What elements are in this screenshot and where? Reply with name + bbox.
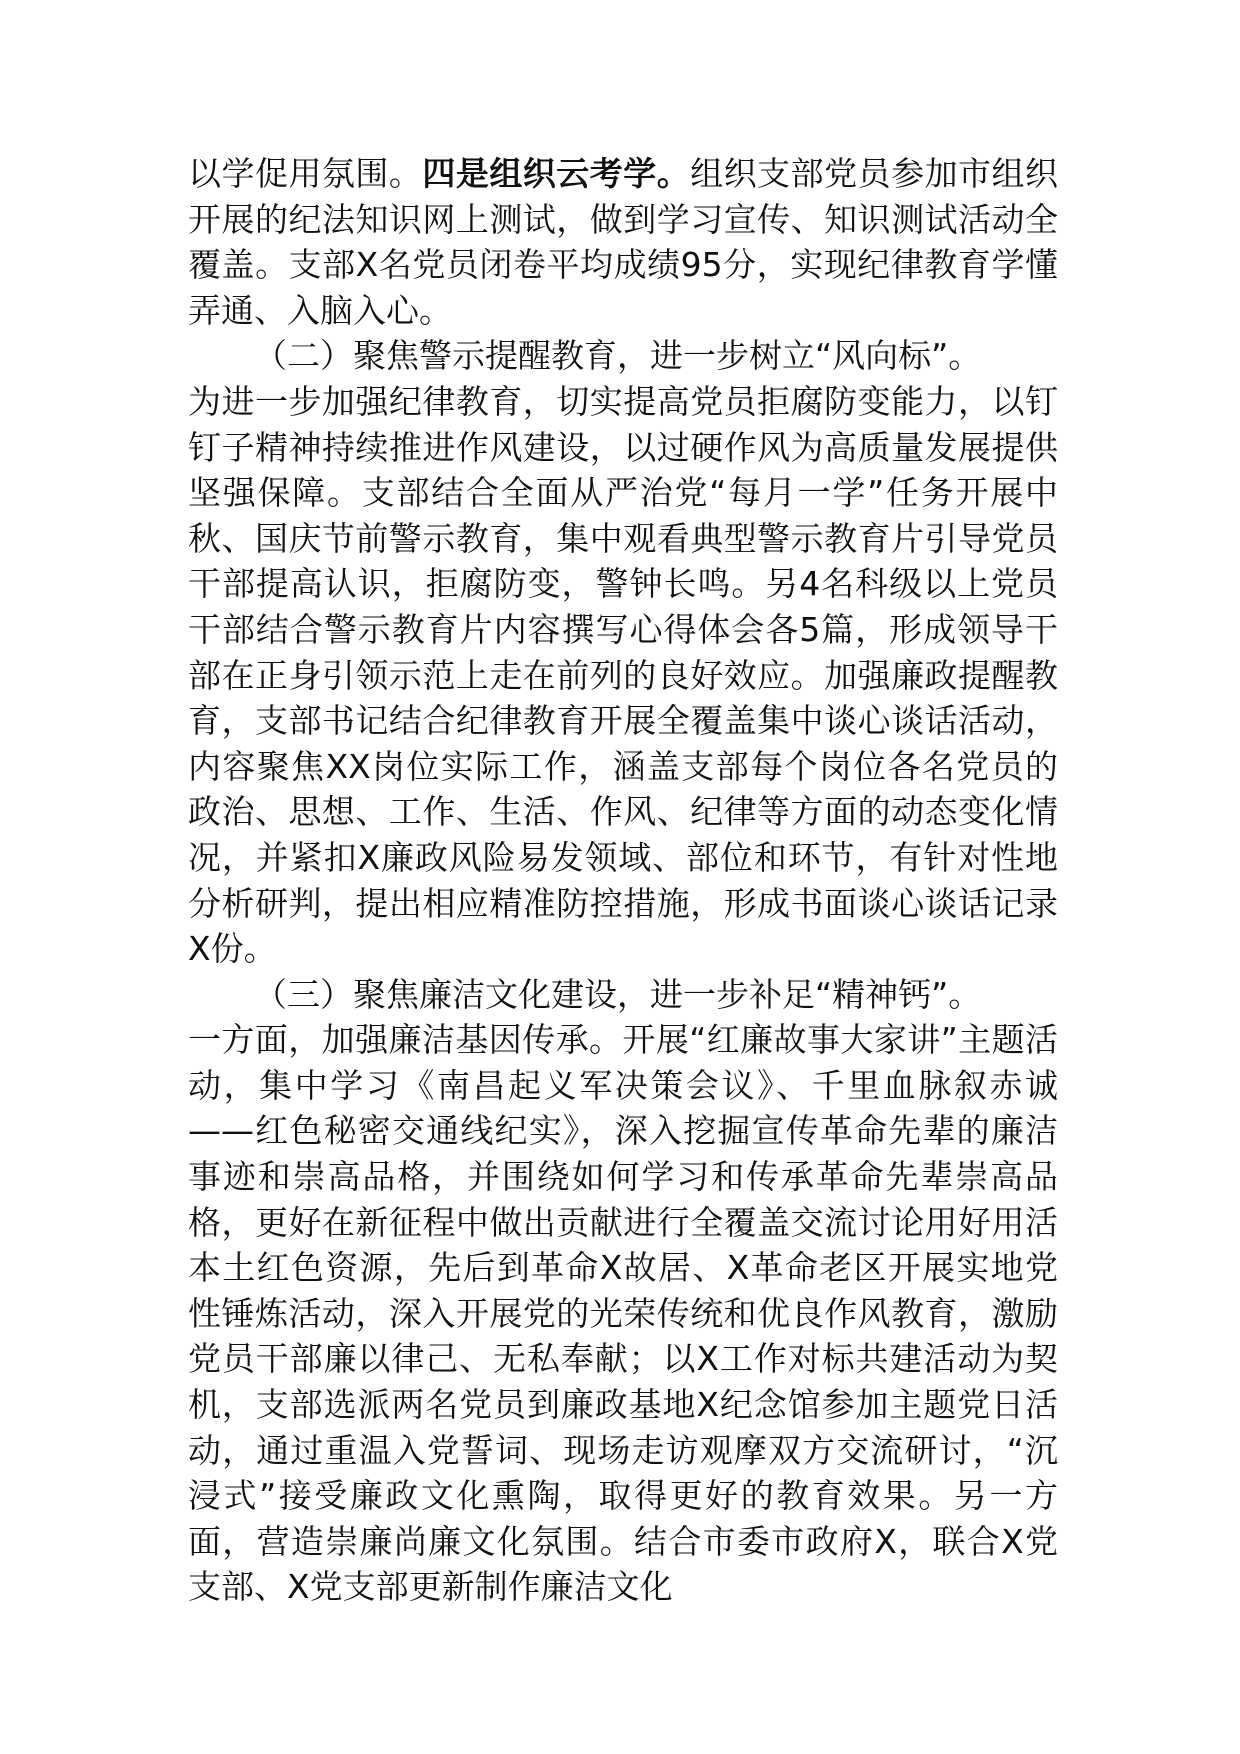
paragraph-1 <box>188 151 1058 333</box>
document-body <box>188 151 1058 1610</box>
section-3-heading: （三）聚焦廉洁文化建设，进一步补足“精神钙”。 <box>254 974 982 1014</box>
paragraph-1-part-2: 组织支部党员参加市组织开展的纪法知识网上测试，做到学习宣传、知识测试活动全覆盖。支部X名党员闭卷平均成绩95分，实现纪律教育学懂弄通、入脑入心。 <box>188 154 1059 330</box>
paragraph-1-part-1: 以学促用氛围。 <box>188 154 423 193</box>
paragraph-3: 一方面，加强廉洁基因传承。开展“红廉故事大家讲”主题活动，集中学习《南昌起义军决策会议》、千里血脉叙赤诚——红色秘密交通线纪实》，深入挖掘宣传革命先辈的廉洁事迹和崇高品格，并围绕如何学习和传承革命先辈崇高品格，更好在新征程中做出贡献进行全覆盖交流讨论用好用活本土红色资源，先后到革命X故居、X革命老区开展实地党性锤炼活动，深入开展党的光荣传统和优良作风教育，激励党员干部廉以律己、无私奉献；以X工作对标共建活动为契机，支部选派两名党员到廉政基地X纪念馆参加主题党日活动，通过重温入党誓词、现场走访观摩双方交流研讨，“沉浸式”接受廉政文化熏陶，取得更好的教育效果。另一方面，营造崇廉尚廉文化氛围。结合市委市政府X，联合X党支部、X党支部更新制作廉洁文化 <box>188 1020 1058 1607</box>
paragraph-2: 为进一步加强纪律教育，切实提高党员拒腐防变能力，以钉钉子精神持续推进作风建设，以过硬作风为高质量发展提供坚强保障。支部结合全面从严治党“每月一学”任务开展中秋、国庆节前警示教育，集中观看典型警示教育片引导党员干部提高认识，拒腐防变，警钟长鸣。另4名科级以上党员干部结合警示教育片内容撰写心得体会各5篇，形成领导干部在正身引领示范上走在前列的良好效应。加强廉政提醒教育，支部书记结合纪律教育开展全覆盖集中谈心谈话活动，内容聚焦XX岗位实际工作，涵盖支部每个岗位各名党员的政治、思想、工作、生活、作风、纪律等方面的动态变化情况，并紧扣X廉政风险易发领域、部位和环节，有针对性地分析研判，提出相应精准防控措施，形成书面谈心谈话记录X份。 <box>188 381 1058 969</box>
section-2-heading: （二）聚焦警示提醒教育，进一步树立“风向标”。 <box>254 336 982 376</box>
paragraph-1-bold-phrase: 四是组织云考学。 <box>422 154 691 193</box>
